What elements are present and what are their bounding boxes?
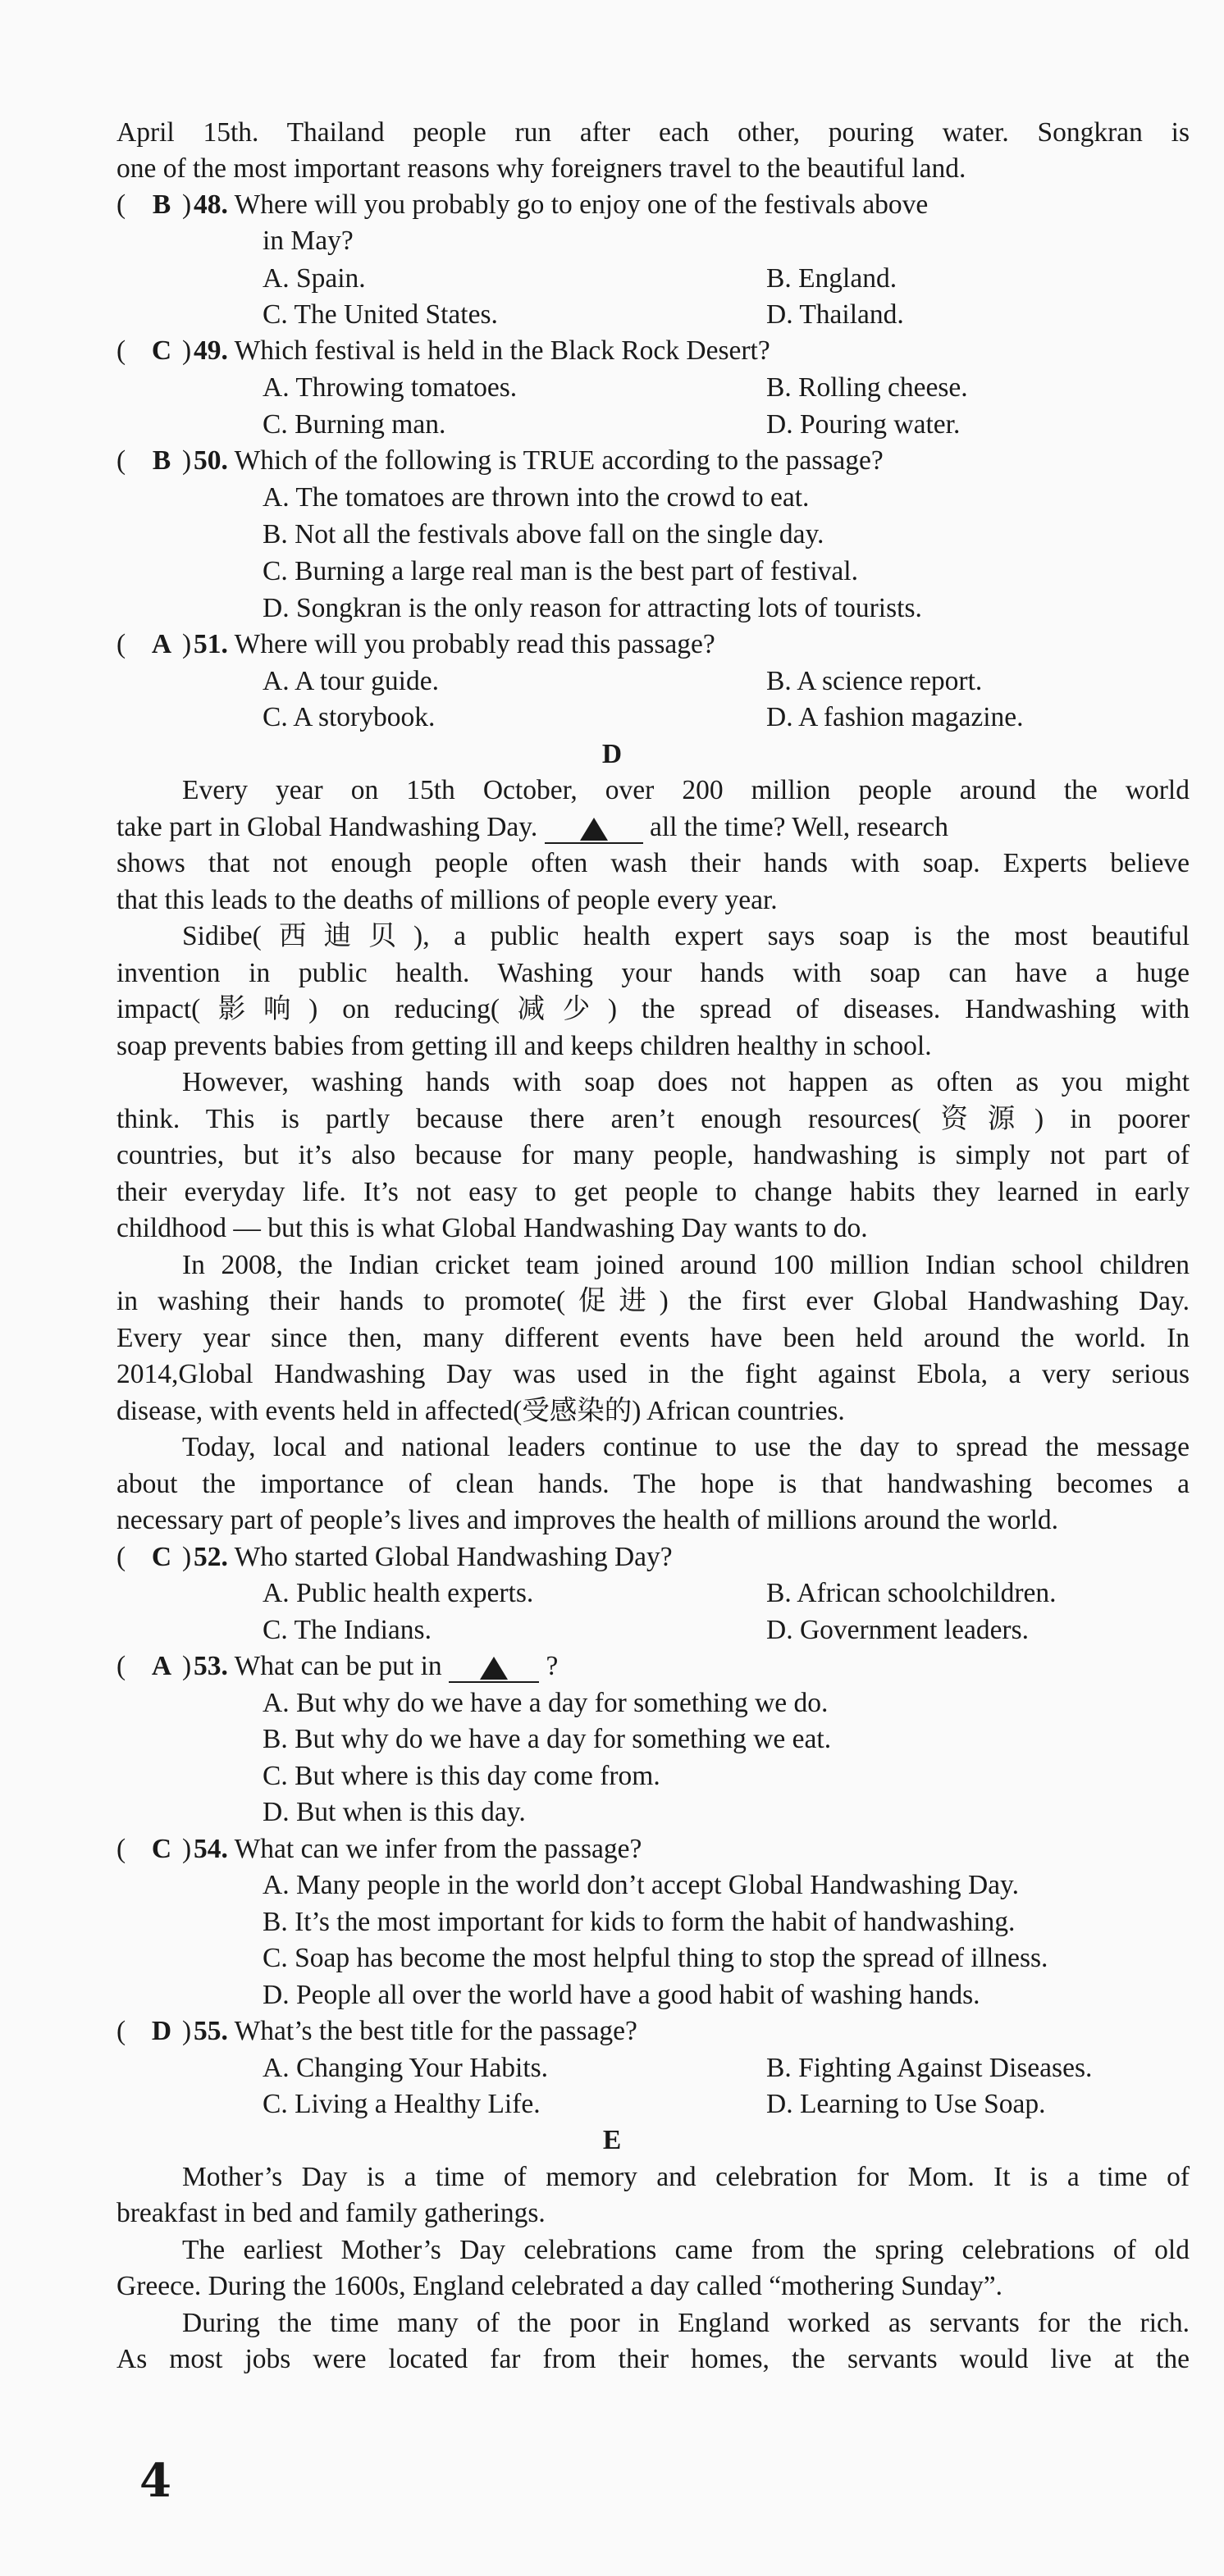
option-a: A. Many people in the world don’t accept Global Handwashing Day. [263,1870,1019,1900]
answer-52: C [151,1542,172,1572]
option-b: B. Rolling cheese. [766,372,968,403]
text-line: childhood — but this is what Global Handwashing Day wants to do. [116,1213,868,1243]
text-line: invention in public health. Washing your hands with soap can have a huge [116,958,1190,988]
option-a: A. Public health experts. [263,1578,534,1608]
text-line: In 2008, the Indian cricket team joined around 100 million Indian school children [182,1250,1190,1280]
question-stem: What can we infer from the passage? [234,1834,642,1864]
answer-49: C [151,335,172,366]
option-c: C. Burning man. [263,409,446,440]
question-50 [116,443,1190,479]
text-line: As most jobs were located far from their homes, the servants would live at the [116,2344,1190,2374]
option-d: D. Learning to Use Soap. [766,2089,1046,2119]
text-line: Mother’s Day is a time of memory and celebration for Mom. It is a time of [182,2162,1190,2192]
question-number: 52. [194,1542,228,1572]
question-number: 49. [194,335,228,366]
question-stem-cont: in May? [263,226,354,256]
option-d: D. People all over the world have a good habit of washing hands. [263,1980,980,2010]
text-line: impact(影响) on reducing(减少) the spread of diseases. Handwashing with [116,994,1190,1024]
answer-55: D [151,2016,172,2046]
question-mark: ? [546,1651,559,1681]
text-line: think. This is partly because there aren’t enough resources(资源) in poorer [116,1104,1190,1134]
option-a: A. Spain. [263,263,366,294]
option-b: B. A science report. [766,666,983,696]
open-paren: ( [116,1651,126,1681]
question-number: 55. [194,2016,228,2046]
answer-51: A [151,629,172,659]
option-b: B. African schoolchildren. [766,1578,1057,1608]
question-number: 50. [194,445,228,476]
text-line: However, washing hands with soap does not happen as often as you might [182,1067,1190,1097]
question-number: 54. [194,1834,228,1864]
answer-54: C [151,1834,172,1864]
open-paren: ( [116,2016,126,2046]
option-d: D. But when is this day. [263,1797,526,1827]
option-a: A. Throwing tomatoes. [263,372,518,403]
text-line-with-blank [116,809,1190,846]
option-c: C. Soap has become the most helpful thing to stop the spread of illness. [263,1943,1048,1973]
option-a: A. But why do we have a day for something we do. [263,1688,829,1718]
close-paren: ) [182,1834,192,1864]
question-53 [116,1648,1190,1685]
option-a: A. The tomatoes are thrown into the crowd to eat. [263,482,810,513]
answer-48: B [152,189,171,220]
question-stem: Who started Global Handwashing Day? [234,1542,673,1572]
open-paren: ( [116,189,126,220]
triangle-marker-icon [480,1657,508,1680]
option-b: B. But why do we have a day for something we eat. [263,1724,832,1754]
text-line: necessary part of people’s lives and improves the health of millions around the world. [116,1505,1059,1535]
close-paren: ) [182,335,192,366]
question-52 [116,1539,1190,1575]
option-d: D. Songkran is the only reason for attracting lots of tourists. [263,593,922,623]
question-stem: Where will you probably go to enjoy one of the festivals above [234,189,929,220]
open-paren: ( [116,445,126,476]
close-paren: ) [182,629,192,659]
option-a: A. A tour guide. [263,666,439,696]
text-line: disease, with events held in affected(受感染的) African countries. [116,1396,845,1426]
question-number: 51. [194,629,228,659]
option-c: C. But where is this day come from. [263,1761,660,1791]
text-line: in washing their hands to promote(促进) the first ever Global Handwashing Day. [116,1286,1190,1316]
open-paren: ( [116,1834,126,1864]
question-stem: What can be put in [234,1651,442,1681]
close-paren: ) [182,189,192,220]
section-heading-e: E [602,2125,622,2155]
question-number: 53. [194,1651,228,1681]
answer-53: A [151,1651,172,1681]
page-number: 4 [139,2454,171,2508]
text-line: soap prevents babies from getting ill and keeps children healthy in school. [116,1031,932,1061]
text-line: that this leads to the deaths of millions of people every year. [116,885,778,915]
close-paren: ) [182,1651,192,1681]
text-line: Greece. During the 1600s, England celebrated a day called “mothering Sunday”. [116,2271,1002,2301]
option-b: B. It’s the most important for kids to form the habit of handwashing. [263,1907,1016,1937]
text-line: one of the most important reasons why foreigners travel to the beautiful land. [116,153,966,184]
option-a: A. Changing Your Habits. [263,2053,549,2083]
text-line: The earliest Mother’s Day celebrations came from the spring celebrations of old [182,2235,1190,2265]
option-b: B. England. [766,263,897,294]
answer-50: B [152,445,171,476]
text-line: their everyday life. It’s not easy to get people to change habits they learned in early [116,1177,1190,1207]
option-d: D. A fashion magazine. [766,702,1024,732]
question-51 [116,627,1190,663]
question-54 [116,1831,1190,1867]
option-d: D. Pouring water. [766,409,961,440]
question-stem: Which of the following is TRUE according to the passage? [234,445,884,476]
question-55 [116,2013,1190,2049]
question-stem: Which festival is held in the Black Rock Desert? [234,335,770,366]
text-line: about the importance of clean hands. The hope is that handwashing becomes a [116,1469,1190,1499]
option-c: C. The United States. [263,299,498,330]
question-49 [116,333,1190,369]
text-fragment: take part in Global Handwashing Day. [116,812,538,842]
option-d: D. Thailand. [766,299,904,330]
section-heading-d: D [601,739,623,769]
close-paren: ) [182,445,192,476]
triangle-marker-icon [580,818,608,841]
option-b: B. Not all the festivals above fall on the single day. [263,519,824,549]
option-d: D. Government leaders. [766,1615,1030,1645]
text-line: Today, local and national leaders continue to use the day to spread the message [182,1432,1190,1462]
text-line: Sidibe(西迪贝), a public health expert says soap is the most beautiful [182,921,1190,951]
option-c: C. A storybook. [263,702,436,732]
option-c: C. Living a Healthy Life. [263,2089,541,2119]
text-line: During the time many of the poor in England worked as servants for the rich. [182,2308,1190,2338]
question-stem: What’s the best title for the passage? [234,2016,637,2046]
open-paren: ( [116,629,126,659]
open-paren: ( [116,335,126,366]
text-line: Every year since then, many different events have been held around the world. In [116,1323,1190,1353]
text-line: Every year on 15th October, over 200 million people around the world [182,775,1190,805]
option-c: C. The Indians. [263,1615,432,1645]
open-paren: ( [116,1542,126,1572]
question-48 [116,187,1190,223]
text-line: April 15th. Thailand people run after each other, pouring water. Songkran is [116,117,1190,148]
text-line: shows that not enough people often wash their hands with soap. Experts believe [116,848,1190,878]
question-stem: Where will you probably read this passage? [234,629,715,659]
answer-blank [449,1652,539,1683]
answer-blank [545,813,643,844]
option-b: B. Fighting Against Diseases. [766,2053,1093,2083]
text-line: breakfast in bed and family gatherings. [116,2198,546,2228]
question-number: 48. [194,189,228,220]
text-line: 2014,Global Handwashing Day was used in the fight against Ebola, a very serious [116,1359,1190,1389]
close-paren: ) [182,1542,192,1572]
text-fragment: all the time? Well, research [649,812,949,842]
option-c: C. Burning a large real man is the best part of festival. [263,556,858,586]
close-paren: ) [182,2016,192,2046]
text-line: countries, but it’s also because for many people, handwashing is simply not part of [116,1140,1190,1170]
